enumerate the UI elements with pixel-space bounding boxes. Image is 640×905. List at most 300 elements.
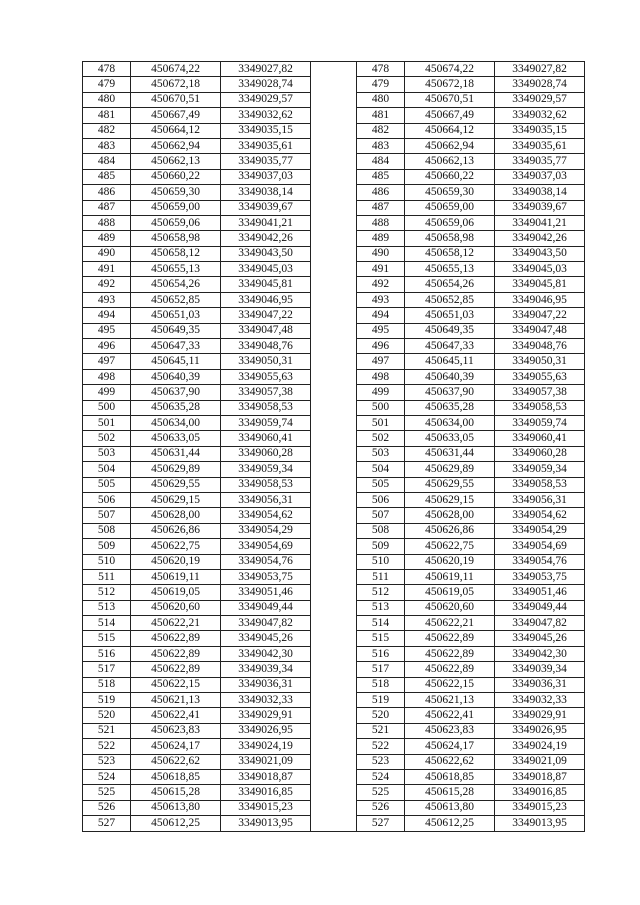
right-y-coordinate-cell: 3349043,50 <box>495 246 585 261</box>
right-point-number-cell: 501 <box>357 415 405 430</box>
right-y-coordinate-cell: 3349060,41 <box>495 431 585 446</box>
right-y-coordinate-cell: 3349054,62 <box>495 508 585 523</box>
table-row <box>83 215 585 230</box>
left-y-coordinate-cell: 3349043,50 <box>221 246 311 261</box>
left-point-number-cell: 521 <box>83 723 131 738</box>
right-x-coordinate-cell: 450662,13 <box>405 154 495 169</box>
left-x-coordinate-cell: 450626,86 <box>131 523 221 538</box>
right-x-coordinate-cell: 450619,11 <box>405 569 495 584</box>
left-x-coordinate-cell: 450652,85 <box>131 292 221 307</box>
left-y-coordinate-cell: 3349015,23 <box>221 800 311 815</box>
table-row <box>83 708 585 723</box>
left-point-number-cell: 509 <box>83 539 131 554</box>
left-y-coordinate-cell: 3349060,28 <box>221 446 311 461</box>
left-x-coordinate-cell: 450623,83 <box>131 723 221 738</box>
right-y-coordinate-cell: 3349029,91 <box>495 708 585 723</box>
right-x-coordinate-cell: 450622,62 <box>405 754 495 769</box>
table-row <box>83 539 585 554</box>
table-row <box>83 62 585 77</box>
table-row <box>83 800 585 815</box>
right-point-number-cell: 505 <box>357 477 405 492</box>
right-y-coordinate-cell: 3349045,81 <box>495 277 585 292</box>
right-y-coordinate-cell: 3349049,44 <box>495 600 585 615</box>
table-row <box>83 600 585 615</box>
left-point-number-cell: 490 <box>83 246 131 261</box>
right-x-coordinate-cell: 450659,00 <box>405 200 495 215</box>
left-y-coordinate-cell: 3349028,74 <box>221 77 311 92</box>
right-x-coordinate-cell: 450667,49 <box>405 108 495 123</box>
table-row <box>83 138 585 153</box>
right-x-coordinate-cell: 450660,22 <box>405 169 495 184</box>
left-x-coordinate-cell: 450622,75 <box>131 539 221 554</box>
table-row <box>83 369 585 384</box>
right-point-number-cell: 506 <box>357 492 405 507</box>
left-y-coordinate-cell: 3349048,76 <box>221 339 311 354</box>
left-x-coordinate-cell: 450645,11 <box>131 354 221 369</box>
table-row <box>83 446 585 461</box>
table-row <box>83 108 585 123</box>
left-y-coordinate-cell: 3349032,33 <box>221 693 311 708</box>
column-gap <box>311 523 357 538</box>
right-y-coordinate-cell: 3349048,76 <box>495 339 585 354</box>
left-point-number-cell: 486 <box>83 185 131 200</box>
right-point-number-cell: 508 <box>357 523 405 538</box>
left-x-coordinate-cell: 450662,94 <box>131 138 221 153</box>
left-point-number-cell: 503 <box>83 446 131 461</box>
left-point-number-cell: 524 <box>83 769 131 784</box>
column-gap <box>311 92 357 107</box>
right-point-number-cell: 517 <box>357 662 405 677</box>
right-point-number-cell: 489 <box>357 231 405 246</box>
column-gap <box>311 446 357 461</box>
column-gap <box>311 616 357 631</box>
right-y-coordinate-cell: 3349028,74 <box>495 77 585 92</box>
left-x-coordinate-cell: 450660,22 <box>131 169 221 184</box>
left-y-coordinate-cell: 3349054,29 <box>221 523 311 538</box>
right-point-number-cell: 511 <box>357 569 405 584</box>
right-y-coordinate-cell: 3349058,53 <box>495 400 585 415</box>
right-x-coordinate-cell: 450649,35 <box>405 323 495 338</box>
left-x-coordinate-cell: 450631,44 <box>131 446 221 461</box>
left-x-coordinate-cell: 450615,28 <box>131 785 221 800</box>
right-y-coordinate-cell: 3349015,23 <box>495 800 585 815</box>
left-y-coordinate-cell: 3349021,09 <box>221 754 311 769</box>
right-x-coordinate-cell: 450664,12 <box>405 123 495 138</box>
column-gap <box>311 138 357 153</box>
column-gap <box>311 800 357 815</box>
right-x-coordinate-cell: 450622,21 <box>405 616 495 631</box>
right-x-coordinate-cell: 450645,11 <box>405 354 495 369</box>
right-point-number-cell: 526 <box>357 800 405 815</box>
column-gap <box>311 292 357 307</box>
right-y-coordinate-cell: 3349058,53 <box>495 477 585 492</box>
left-point-number-cell: 494 <box>83 308 131 323</box>
right-x-coordinate-cell: 450618,85 <box>405 769 495 784</box>
right-x-coordinate-cell: 450622,75 <box>405 539 495 554</box>
left-y-coordinate-cell: 3349016,85 <box>221 785 311 800</box>
table-row <box>83 431 585 446</box>
right-point-number-cell: 523 <box>357 754 405 769</box>
left-point-number-cell: 478 <box>83 62 131 77</box>
right-point-number-cell: 502 <box>357 431 405 446</box>
left-x-coordinate-cell: 450672,18 <box>131 77 221 92</box>
left-y-coordinate-cell: 3349050,31 <box>221 354 311 369</box>
column-gap <box>311 262 357 277</box>
table-row <box>83 123 585 138</box>
table-row <box>83 631 585 646</box>
left-point-number-cell: 500 <box>83 400 131 415</box>
table-row <box>83 723 585 738</box>
right-point-number-cell: 527 <box>357 816 405 831</box>
left-y-coordinate-cell: 3349047,82 <box>221 616 311 631</box>
column-gap <box>311 754 357 769</box>
right-point-number-cell: 480 <box>357 92 405 107</box>
right-point-number-cell: 492 <box>357 277 405 292</box>
right-point-number-cell: 487 <box>357 200 405 215</box>
table-row <box>83 339 585 354</box>
right-y-coordinate-cell: 3349056,31 <box>495 492 585 507</box>
right-point-number-cell: 500 <box>357 400 405 415</box>
left-point-number-cell: 523 <box>83 754 131 769</box>
left-x-coordinate-cell: 450664,12 <box>131 123 221 138</box>
column-gap <box>311 185 357 200</box>
left-x-coordinate-cell: 450624,17 <box>131 739 221 754</box>
right-x-coordinate-cell: 450622,15 <box>405 677 495 692</box>
column-gap <box>311 769 357 784</box>
left-y-coordinate-cell: 3349049,44 <box>221 600 311 615</box>
left-x-coordinate-cell: 450622,21 <box>131 616 221 631</box>
left-x-coordinate-cell: 450622,89 <box>131 631 221 646</box>
column-gap <box>311 231 357 246</box>
column-gap <box>311 246 357 261</box>
left-point-number-cell: 526 <box>83 800 131 815</box>
left-x-coordinate-cell: 450621,13 <box>131 693 221 708</box>
column-gap <box>311 785 357 800</box>
column-gap <box>311 693 357 708</box>
left-x-coordinate-cell: 450667,49 <box>131 108 221 123</box>
left-y-coordinate-cell: 3349055,63 <box>221 369 311 384</box>
column-gap <box>311 677 357 692</box>
column-gap <box>311 385 357 400</box>
right-y-coordinate-cell: 3349042,26 <box>495 231 585 246</box>
right-y-coordinate-cell: 3349041,21 <box>495 215 585 230</box>
left-x-coordinate-cell: 450633,05 <box>131 431 221 446</box>
left-point-number-cell: 504 <box>83 462 131 477</box>
column-gap <box>311 816 357 831</box>
left-y-coordinate-cell: 3349054,76 <box>221 554 311 569</box>
table-row <box>83 415 585 430</box>
right-y-coordinate-cell: 3349045,03 <box>495 262 585 277</box>
right-x-coordinate-cell: 450672,18 <box>405 77 495 92</box>
left-y-coordinate-cell: 3349029,57 <box>221 92 311 107</box>
table-row <box>83 739 585 754</box>
right-y-coordinate-cell: 3349039,34 <box>495 662 585 677</box>
left-point-number-cell: 506 <box>83 492 131 507</box>
right-point-number-cell: 504 <box>357 462 405 477</box>
left-y-coordinate-cell: 3349036,31 <box>221 677 311 692</box>
left-point-number-cell: 487 <box>83 200 131 215</box>
left-point-number-cell: 483 <box>83 138 131 153</box>
left-x-coordinate-cell: 450613,80 <box>131 800 221 815</box>
right-point-number-cell: 479 <box>357 77 405 92</box>
right-x-coordinate-cell: 450654,26 <box>405 277 495 292</box>
column-gap <box>311 477 357 492</box>
right-y-coordinate-cell: 3349036,31 <box>495 677 585 692</box>
left-point-number-cell: 505 <box>83 477 131 492</box>
left-x-coordinate-cell: 450622,15 <box>131 677 221 692</box>
left-point-number-cell: 513 <box>83 600 131 615</box>
table-row <box>83 585 585 600</box>
left-point-number-cell: 511 <box>83 569 131 584</box>
left-point-number-cell: 485 <box>83 169 131 184</box>
column-gap <box>311 62 357 77</box>
table-row <box>83 92 585 107</box>
table-row <box>83 308 585 323</box>
right-y-coordinate-cell: 3349047,22 <box>495 308 585 323</box>
left-y-coordinate-cell: 3349058,53 <box>221 477 311 492</box>
column-gap <box>311 400 357 415</box>
left-point-number-cell: 514 <box>83 616 131 631</box>
right-point-number-cell: 515 <box>357 631 405 646</box>
table-row <box>83 169 585 184</box>
left-x-coordinate-cell: 450635,28 <box>131 400 221 415</box>
column-gap <box>311 539 357 554</box>
left-x-coordinate-cell: 450658,12 <box>131 246 221 261</box>
column-gap <box>311 200 357 215</box>
left-y-coordinate-cell: 3349032,62 <box>221 108 311 123</box>
right-y-coordinate-cell: 3349054,29 <box>495 523 585 538</box>
right-x-coordinate-cell: 450620,60 <box>405 600 495 615</box>
right-x-coordinate-cell: 450631,44 <box>405 446 495 461</box>
left-y-coordinate-cell: 3349037,03 <box>221 169 311 184</box>
left-point-number-cell: 517 <box>83 662 131 677</box>
right-x-coordinate-cell: 450622,41 <box>405 708 495 723</box>
right-y-coordinate-cell: 3349045,26 <box>495 631 585 646</box>
left-point-number-cell: 480 <box>83 92 131 107</box>
right-point-number-cell: 519 <box>357 693 405 708</box>
right-point-number-cell: 478 <box>357 62 405 77</box>
right-x-coordinate-cell: 450629,15 <box>405 492 495 507</box>
right-x-coordinate-cell: 450662,94 <box>405 138 495 153</box>
table-row <box>83 754 585 769</box>
right-point-number-cell: 503 <box>357 446 405 461</box>
table-row <box>83 569 585 584</box>
right-point-number-cell: 498 <box>357 369 405 384</box>
left-y-coordinate-cell: 3349024,19 <box>221 739 311 754</box>
right-y-coordinate-cell: 3349016,85 <box>495 785 585 800</box>
right-x-coordinate-cell: 450640,39 <box>405 369 495 384</box>
left-y-coordinate-cell: 3349047,22 <box>221 308 311 323</box>
left-point-number-cell: 496 <box>83 339 131 354</box>
left-y-coordinate-cell: 3349027,82 <box>221 62 311 77</box>
left-y-coordinate-cell: 3349039,67 <box>221 200 311 215</box>
right-y-coordinate-cell: 3349024,19 <box>495 739 585 754</box>
right-y-coordinate-cell: 3349047,48 <box>495 323 585 338</box>
right-x-coordinate-cell: 450613,80 <box>405 800 495 815</box>
right-point-number-cell: 486 <box>357 185 405 200</box>
left-y-coordinate-cell: 3349057,38 <box>221 385 311 400</box>
right-x-coordinate-cell: 450634,00 <box>405 415 495 430</box>
left-y-coordinate-cell: 3349056,31 <box>221 492 311 507</box>
right-point-number-cell: 497 <box>357 354 405 369</box>
left-point-number-cell: 518 <box>83 677 131 692</box>
column-gap <box>311 123 357 138</box>
right-x-coordinate-cell: 450621,13 <box>405 693 495 708</box>
right-y-coordinate-cell: 3349035,15 <box>495 123 585 138</box>
left-point-number-cell: 493 <box>83 292 131 307</box>
left-y-coordinate-cell: 3349045,81 <box>221 277 311 292</box>
left-x-coordinate-cell: 450622,41 <box>131 708 221 723</box>
right-point-number-cell: 514 <box>357 616 405 631</box>
right-x-coordinate-cell: 450620,19 <box>405 554 495 569</box>
left-x-coordinate-cell: 450612,25 <box>131 816 221 831</box>
table-row <box>83 646 585 661</box>
table-row <box>83 185 585 200</box>
right-point-number-cell: 496 <box>357 339 405 354</box>
left-point-number-cell: 516 <box>83 646 131 661</box>
left-x-coordinate-cell: 450654,26 <box>131 277 221 292</box>
right-y-coordinate-cell: 3349051,46 <box>495 585 585 600</box>
right-point-number-cell: 484 <box>357 154 405 169</box>
column-gap <box>311 323 357 338</box>
right-x-coordinate-cell: 450628,00 <box>405 508 495 523</box>
right-y-coordinate-cell: 3349060,28 <box>495 446 585 461</box>
left-y-coordinate-cell: 3349059,74 <box>221 415 311 430</box>
right-y-coordinate-cell: 3349059,34 <box>495 462 585 477</box>
table-row <box>83 354 585 369</box>
left-point-number-cell: 501 <box>83 415 131 430</box>
left-y-coordinate-cell: 3349047,48 <box>221 323 311 338</box>
left-x-coordinate-cell: 450634,00 <box>131 415 221 430</box>
right-point-number-cell: 483 <box>357 138 405 153</box>
left-x-coordinate-cell: 450618,85 <box>131 769 221 784</box>
left-x-coordinate-cell: 450629,89 <box>131 462 221 477</box>
right-point-number-cell: 525 <box>357 785 405 800</box>
left-x-coordinate-cell: 450659,06 <box>131 215 221 230</box>
left-y-coordinate-cell: 3349042,26 <box>221 231 311 246</box>
right-y-coordinate-cell: 3349032,33 <box>495 693 585 708</box>
left-point-number-cell: 481 <box>83 108 131 123</box>
right-y-coordinate-cell: 3349027,82 <box>495 62 585 77</box>
column-gap <box>311 569 357 584</box>
right-y-coordinate-cell: 3349055,63 <box>495 369 585 384</box>
right-y-coordinate-cell: 3349026,95 <box>495 723 585 738</box>
right-point-number-cell: 507 <box>357 508 405 523</box>
left-y-coordinate-cell: 3349035,77 <box>221 154 311 169</box>
left-y-coordinate-cell: 3349039,34 <box>221 662 311 677</box>
right-y-coordinate-cell: 3349050,31 <box>495 354 585 369</box>
left-point-number-cell: 492 <box>83 277 131 292</box>
coordinates-table-body <box>83 62 585 832</box>
right-y-coordinate-cell: 3349013,95 <box>495 816 585 831</box>
left-y-coordinate-cell: 3349013,95 <box>221 816 311 831</box>
right-point-number-cell: 490 <box>357 246 405 261</box>
right-point-number-cell: 516 <box>357 646 405 661</box>
table-row <box>83 323 585 338</box>
left-y-coordinate-cell: 3349060,41 <box>221 431 311 446</box>
right-x-coordinate-cell: 450612,25 <box>405 816 495 831</box>
right-x-coordinate-cell: 450635,28 <box>405 400 495 415</box>
left-x-coordinate-cell: 450658,98 <box>131 231 221 246</box>
right-point-number-cell: 481 <box>357 108 405 123</box>
left-point-number-cell: 495 <box>83 323 131 338</box>
column-gap <box>311 215 357 230</box>
left-x-coordinate-cell: 450622,89 <box>131 662 221 677</box>
left-y-coordinate-cell: 3349046,95 <box>221 292 311 307</box>
left-point-number-cell: 512 <box>83 585 131 600</box>
right-x-coordinate-cell: 450670,51 <box>405 92 495 107</box>
right-x-coordinate-cell: 450658,12 <box>405 246 495 261</box>
column-gap <box>311 662 357 677</box>
right-y-coordinate-cell: 3349046,95 <box>495 292 585 307</box>
table-row <box>83 200 585 215</box>
left-point-number-cell: 522 <box>83 739 131 754</box>
left-point-number-cell: 508 <box>83 523 131 538</box>
right-point-number-cell: 520 <box>357 708 405 723</box>
right-x-coordinate-cell: 450622,89 <box>405 662 495 677</box>
left-x-coordinate-cell: 450629,15 <box>131 492 221 507</box>
right-x-coordinate-cell: 450658,98 <box>405 231 495 246</box>
left-point-number-cell: 499 <box>83 385 131 400</box>
right-point-number-cell: 488 <box>357 215 405 230</box>
column-gap <box>311 708 357 723</box>
right-x-coordinate-cell: 450626,86 <box>405 523 495 538</box>
right-x-coordinate-cell: 450629,89 <box>405 462 495 477</box>
coordinates-table <box>82 61 585 832</box>
left-x-coordinate-cell: 450647,33 <box>131 339 221 354</box>
right-y-coordinate-cell: 3349054,76 <box>495 554 585 569</box>
left-y-coordinate-cell: 3349054,69 <box>221 539 311 554</box>
left-x-coordinate-cell: 450628,00 <box>131 508 221 523</box>
column-gap <box>311 369 357 384</box>
table-row <box>83 277 585 292</box>
left-y-coordinate-cell: 3349054,62 <box>221 508 311 523</box>
right-y-coordinate-cell: 3349037,03 <box>495 169 585 184</box>
right-point-number-cell: 510 <box>357 554 405 569</box>
table-row <box>83 508 585 523</box>
column-gap <box>311 354 357 369</box>
right-point-number-cell: 513 <box>357 600 405 615</box>
left-point-number-cell: 488 <box>83 215 131 230</box>
right-y-coordinate-cell: 3349018,87 <box>495 769 585 784</box>
column-gap <box>311 723 357 738</box>
left-point-number-cell: 519 <box>83 693 131 708</box>
right-x-coordinate-cell: 450619,05 <box>405 585 495 600</box>
left-point-number-cell: 527 <box>83 816 131 831</box>
column-gap <box>311 169 357 184</box>
right-y-coordinate-cell: 3349035,61 <box>495 138 585 153</box>
table-row <box>83 400 585 415</box>
left-x-coordinate-cell: 450674,22 <box>131 62 221 77</box>
left-y-coordinate-cell: 3349053,75 <box>221 569 311 584</box>
right-x-coordinate-cell: 450659,30 <box>405 185 495 200</box>
right-point-number-cell: 499 <box>357 385 405 400</box>
left-x-coordinate-cell: 450640,39 <box>131 369 221 384</box>
table-row <box>83 785 585 800</box>
table-row <box>83 385 585 400</box>
left-x-coordinate-cell: 450662,13 <box>131 154 221 169</box>
left-point-number-cell: 489 <box>83 231 131 246</box>
right-y-coordinate-cell: 3349053,75 <box>495 569 585 584</box>
left-point-number-cell: 525 <box>83 785 131 800</box>
left-y-coordinate-cell: 3349058,53 <box>221 400 311 415</box>
left-x-coordinate-cell: 450651,03 <box>131 308 221 323</box>
right-y-coordinate-cell: 3349039,67 <box>495 200 585 215</box>
table-row <box>83 693 585 708</box>
table-row <box>83 816 585 831</box>
column-gap <box>311 339 357 354</box>
right-point-number-cell: 491 <box>357 262 405 277</box>
